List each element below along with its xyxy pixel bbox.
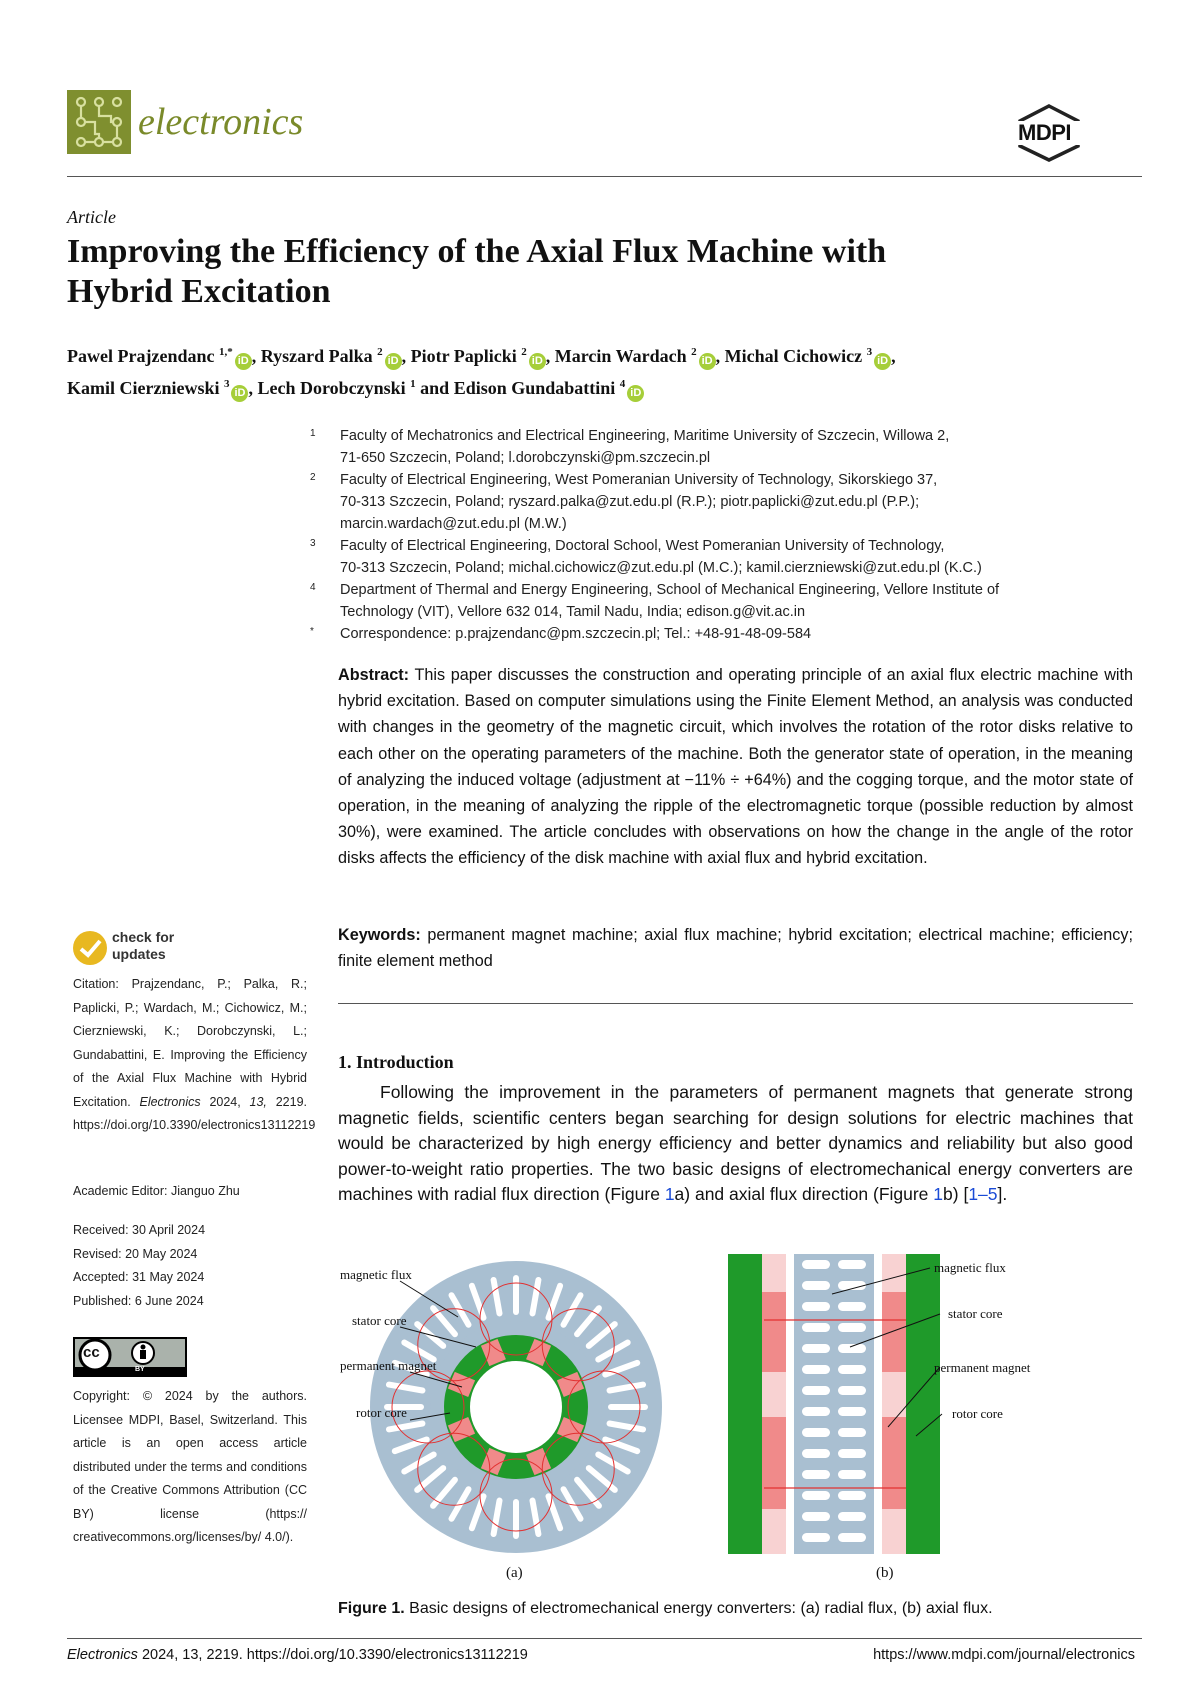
abstract-label: Abstract:	[338, 666, 410, 684]
stator-slot	[838, 1428, 866, 1437]
abstract	[338, 662, 1133, 872]
author-line-1: Pawel Prajzendanc $^{1,*}$iD , Ryszard Palka $^2$iD , Piotr Paplicki $^2$iD , Marcin Wardach $^2$iD , Michal Cichowicz $^3$iD ,	[67, 338, 1147, 370]
check-updates-line2: updates	[112, 946, 166, 962]
footer-url[interactable]: https://www.mdpi.com/journal/electronics	[873, 1647, 1135, 1663]
orcid-icon[interactable]: iD	[235, 353, 252, 370]
stator-slot	[838, 1302, 866, 1311]
citation-doi[interactable]: 2219. https://doi.org/10.3390/electronics13112219	[73, 1094, 316, 1132]
label-stator-core-b: stator core	[948, 1306, 1003, 1321]
correspondence: * Correspondence: p.prajzendanc@pm.szczecin.pl; Tel.: +48-91-48-09-584	[310, 626, 812, 642]
check-updates-badge[interactable]	[70, 928, 200, 968]
orcid-icon[interactable]: iD	[699, 353, 716, 370]
keywords-text: permanent magnet machine; axial flux machine; hybrid excitation; electrical machine; efficiency; finite element method	[338, 926, 1133, 971]
author-name[interactable]: Marcin Wardach	[554, 346, 687, 366]
title-line-2: Hybrid Excitation	[67, 273, 331, 310]
stator-slot	[838, 1512, 866, 1521]
author-name[interactable]: Piotr Paplicki	[410, 346, 517, 366]
stator-slot	[802, 1533, 830, 1542]
stator-slot	[802, 1365, 830, 1374]
date-received: Received: 30 April 2024	[73, 1223, 206, 1237]
copyright-block: Copyright: © 2024 by the authors. Licensee MDPI, Basel, Switzerland. This article is an open access article distributed under the terms and conditions of the Creative Commons Attribution (CC BY) license (https:// creativecommons.org/licenses/by/ 4.0/).	[73, 1389, 307, 1544]
label-magnetic-flux-b: magnetic flux	[934, 1260, 1006, 1275]
author-name[interactable]: Lech Dorobczynski	[257, 378, 406, 398]
journal-name: electronics	[138, 101, 304, 143]
dates-block	[73, 1219, 307, 1313]
author-name[interactable]: Michal Cichowicz	[724, 346, 863, 366]
label-rotor-core-b: rotor core	[952, 1406, 1003, 1421]
check-updates-line1: check for	[112, 929, 175, 945]
author-name[interactable]: Edison Gundabattini	[453, 378, 616, 398]
mdpi-logo	[1016, 104, 1082, 162]
circuit-icon	[67, 90, 131, 154]
label-magnetic-flux-a: magnetic flux	[340, 1267, 412, 1282]
date-revised: Revised: 20 May 2024	[73, 1246, 198, 1261]
stator-slot	[802, 1512, 830, 1521]
orcid-icon[interactable]: iD	[231, 385, 248, 402]
stator-slot	[838, 1260, 866, 1269]
stator-slot	[608, 1404, 648, 1410]
title-line-1: Improving the Efficiency of the Axial Flux Machine with	[67, 233, 887, 270]
stator-slot	[838, 1386, 866, 1395]
label-permanent-magnet-b: permanent magnet	[934, 1360, 1031, 1375]
stator-slot	[838, 1407, 866, 1416]
article-title	[67, 232, 886, 312]
orcid-icon[interactable]: iD	[385, 353, 402, 370]
affiliation-4: 4 Department of Thermal and Energy Engineering, School of Mechanical Engineering, Vellore Institute of Technology (VIT), Vellore 632 014, Tamil Nadu, India; edison.g@vit.ac.in	[310, 582, 1000, 620]
by-text: BY	[135, 1366, 145, 1373]
abstract-text: This paper discusses the construction and operating principle of an axial flux electric machine with hybrid excitation. Based on computer simulations using the Finite Element Method, an analysis was conducted with changes in the geometry of the magnetic circuit, which involves the rotation of the rotor disks relative to each other on the operating parameters of the machine. Both the generator state of operation, in the meaning of analyzing the induced voltage (adjustment at −11% ÷ +64%) and the cogging torque, and the motor state of operation, in the meaning of analyzing the ripple of the electromagnetic torque (possible reduction by almost 30%), were examined. The article concludes with observations on how the change in the angle of the rotor disks affects the efficiency of the disk machine with axial flux and hybrid excitation.	[338, 666, 1133, 868]
stator-slot	[802, 1407, 830, 1416]
affiliation-3: 3 Faculty of Electrical Engineering, Doctoral School, West Pomeranian University of Technology, 70-313 Szczecin, Poland; michal.cichowicz@zut.edu.pl (M.C.); kamil.cierzniewski@zut.edu.pl (K.C.)	[310, 538, 982, 576]
academic-editor: Academic Editor: Jianguo Zhu	[73, 1184, 240, 1198]
stator-slot	[838, 1533, 866, 1542]
stator-slot	[802, 1323, 830, 1332]
cc-text: cc	[83, 1344, 100, 1361]
author-name[interactable]: Kamil Cierzniewski	[67, 378, 220, 398]
citation-label: Citation:	[73, 977, 119, 991]
label-permanent-magnet-a: permanent magnet	[340, 1358, 437, 1373]
affiliation-2: 2 Faculty of Electrical Engineering, West Pomeranian University of Technology, Sikorskiego 37, 70-313 Szczecin, Poland; ryszard.palka@zut.edu.pl (R.P.); piotr.paplicki@zut.edu.pl (P.P.); marcin.wardach@zut.edu.pl (M.W.)	[310, 472, 938, 532]
journal-logo	[67, 90, 131, 154]
footer-citation: Electronics 2024, 13, 2219. https://doi.org/10.3390/electronics13112219	[67, 1647, 528, 1663]
stator-slot	[838, 1365, 866, 1374]
keywords	[338, 922, 1133, 974]
stator-slot	[802, 1344, 830, 1353]
subcaption-a: (a)	[506, 1565, 523, 1581]
caption-label: Figure 1.	[338, 1600, 405, 1617]
stator-slot	[802, 1428, 830, 1437]
citation-journal: Electronics	[139, 1094, 201, 1109]
footer-rule	[67, 1638, 1142, 1639]
stator-slot	[802, 1470, 830, 1479]
axial-flux-diagram	[720, 1252, 1060, 1562]
cc-license-badge[interactable]	[73, 1337, 187, 1377]
date-published: Published: 6 June 2024	[73, 1293, 204, 1308]
stator-slot	[802, 1386, 830, 1395]
check-updates-icon	[70, 928, 110, 968]
orcid-icon[interactable]: iD	[874, 353, 891, 370]
citation-text: Prajzendanc, P.; Palka, R.; Paplicki, P.; Wardach, M.; Cichowicz, M.; Cierzniewski, K.; Dorobczynski, L.; Gundabattini, E. Improving the Efficiency of the Axial Flux Machine with Hybrid Excitation.	[73, 977, 307, 1109]
author-name[interactable]: Ryszard Palka	[260, 346, 373, 366]
keywords-label: Keywords:	[338, 926, 421, 944]
stator-slot	[838, 1449, 866, 1458]
figure-1a	[338, 1255, 718, 1555]
stator-slot	[802, 1260, 830, 1269]
stator-slot	[838, 1491, 866, 1500]
subcaption-b: (b)	[876, 1565, 894, 1581]
orcid-icon[interactable]: iD	[627, 385, 644, 402]
abstract-rule	[338, 1003, 1133, 1004]
citation-ref[interactable]: 1–5	[968, 1184, 998, 1205]
stator-slot	[513, 1499, 519, 1539]
header-rule	[67, 176, 1142, 177]
author-and: and	[420, 378, 450, 398]
citation-block: Citation: Prajzendanc, P.; Palka, R.; Paplicki, P.; Wardach, M.; Cichowicz, M.; Cierzniewski, K.; Dorobczynski, L.; Gundabattini, E. Improving the Efficiency of the Axial Flux Machine with Hybrid Excitation. Electronics 2024, 13, 2219. https://doi.org/10.3390/electronics13112219	[73, 977, 316, 1132]
orcid-icon[interactable]: iD	[529, 353, 546, 370]
article-type: Article	[67, 207, 116, 227]
stator-slot	[838, 1323, 866, 1332]
figure-ref[interactable]: 1	[664, 1184, 675, 1205]
label-stator-core-a: stator core	[352, 1313, 407, 1328]
stator-slot	[802, 1449, 830, 1458]
caption-text: Basic designs of electromechanical energy converters: (a) radial flux, (b) axial flux.	[409, 1600, 993, 1617]
author-list	[67, 338, 1147, 402]
author-line-2: Kamil Cierzniewski $^3$iD , Lech Dorobczynski $^1$ and Edison Gundabattini $^4$iD	[67, 370, 1147, 402]
figure-1b	[720, 1252, 1060, 1562]
author-name[interactable]: Pawel Prajzendanc	[67, 346, 215, 366]
mdpi-text: MDPI	[1018, 120, 1071, 145]
figure-caption	[338, 1600, 993, 1618]
date-accepted: Accepted: 31 May 2024	[73, 1270, 205, 1284]
figure-ref[interactable]: 1	[933, 1184, 944, 1205]
intro-paragraph: Following the improvement in the parameters of permanent magnets that generate strong magnetic fields, scientific centers began searching for design solutions for electric machines that would be characterized by high energy efficiency and better dynamics and reliability but also good power-to-weight ratio properties. The two basic designs of electromechanical energy converters are machines with radial flux direction (Figure 1a) and axial flux direction (Figure 1b) [1–5].	[338, 1082, 1133, 1205]
stator-slot	[513, 1275, 519, 1315]
affiliation-1: 1 Faculty of Mechatronics and Electrical Engineering, Maritime University of Szczecin, Willowa 2, 71-650 Szczecin, Poland; l.dorobczynski@pm.szczecin.pl	[310, 428, 950, 466]
stator-slot	[802, 1302, 830, 1311]
section-heading: 1. Introduction	[338, 1052, 454, 1072]
stator-slot	[838, 1344, 866, 1353]
label-rotor-core-a: rotor core	[356, 1405, 407, 1420]
stator-slot	[802, 1281, 830, 1290]
stator-slot	[838, 1470, 866, 1479]
stator-slot	[802, 1491, 830, 1500]
